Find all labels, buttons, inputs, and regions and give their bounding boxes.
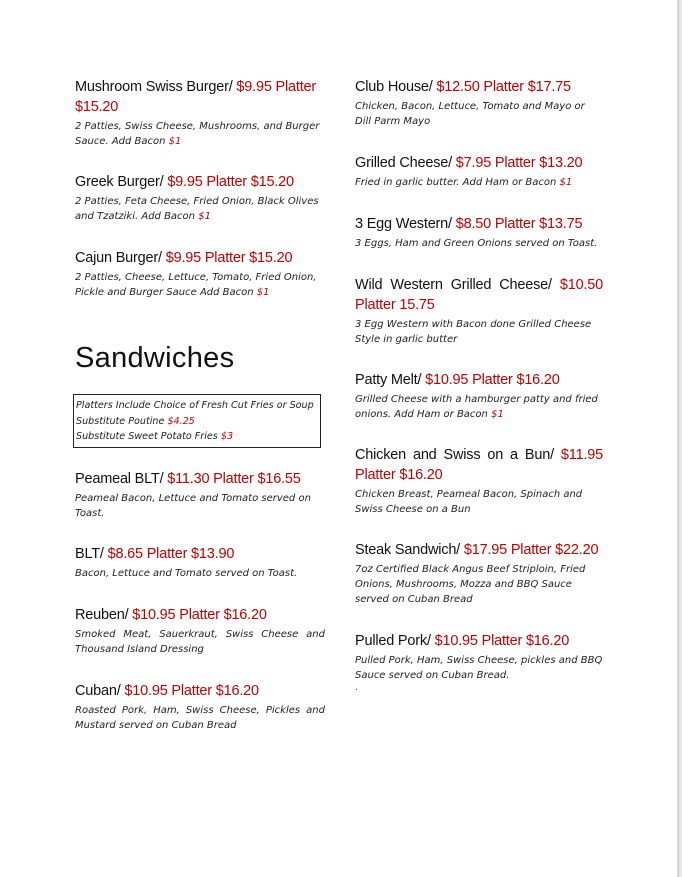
item-price: $10.50 Platter 15.75 xyxy=(355,277,603,313)
item-title xyxy=(355,445,603,485)
platter-note-box xyxy=(73,394,321,448)
item-name: Cuban/ xyxy=(75,683,121,699)
item-title xyxy=(75,172,325,192)
item-name: 3 Egg Western/ xyxy=(355,216,452,232)
item-description: Chicken, Bacon, Lettuce, Tomato and Mayo or Dill Parm Mayo xyxy=(355,101,585,127)
note-text: Substitute Poutine xyxy=(76,415,168,427)
description-text: Fried in garlic butter. Add Ham or Bacon xyxy=(355,177,560,188)
menu-item-blt xyxy=(75,544,325,581)
item-price: $11.95 Platter $16.20 xyxy=(355,447,603,483)
platter-note-line xyxy=(76,414,320,430)
item-name: BLT/ xyxy=(75,546,104,562)
note-price: $3 xyxy=(220,431,234,442)
item-description xyxy=(75,194,325,224)
item-title xyxy=(355,77,603,97)
add-price: $1 xyxy=(198,211,211,222)
item-name: Reuben/ xyxy=(75,607,129,623)
item-title xyxy=(75,248,325,268)
item-title xyxy=(75,469,325,489)
item-price: $11.30 Platter $16.55 xyxy=(167,471,301,487)
item-description xyxy=(75,119,325,149)
menu-item-cajun-burger xyxy=(75,248,325,300)
item-description: Chicken Breast, Peameal Bacon, Spinach and Swiss Cheese on a Bun xyxy=(355,489,583,515)
item-description: Roasted Pork, Ham, Swiss Cheese, Pickles and Mustard served on Cuban Bread xyxy=(75,705,325,731)
item-description: Peameal Bacon, Lettuce and Tomato served on Toast. xyxy=(75,493,311,519)
platter-note-line: Platters Include Choice of Fresh Cut Fries or Soup xyxy=(76,400,314,411)
item-title xyxy=(355,370,603,390)
menu-item-steak-sandwich xyxy=(355,540,603,607)
item-price: $8.50 Platter $13.75 xyxy=(455,216,583,232)
item-price: $9.95 Platter $15.20 xyxy=(75,79,317,115)
section-heading: Sandwiches xyxy=(75,342,235,374)
add-price: $1 xyxy=(168,136,182,147)
item-price: $10.95 Platter $16.20 xyxy=(434,633,570,649)
item-name: Peameal BLT/ xyxy=(75,471,164,487)
item-description: Smoked Meat, Sauerkraut, Swiss Cheese and Thousand Island Dressing xyxy=(75,629,325,655)
item-description: 3 Eggs, Ham and Green Onions served on Toast. xyxy=(355,238,598,249)
description-text: 2 Patties, Feta Cheese, Fried Onion, Black Olives and Tzatziki. Add Bacon xyxy=(75,196,319,222)
item-name: Mushroom Swiss Burger/ xyxy=(75,79,233,95)
page-edge-shadow xyxy=(677,0,682,877)
add-price: $1 xyxy=(256,287,270,298)
item-price: $17.95 Platter $22.20 xyxy=(463,542,599,558)
description-text: 2 Patties, Swiss Cheese, Mushrooms, and Burger Sauce. Add Bacon xyxy=(75,121,320,147)
item-price: $10.95 Platter $16.20 xyxy=(425,372,560,388)
item-description: 3 Egg Western with Bacon done Grilled Cheese Style in garlic butter xyxy=(355,319,592,345)
item-description: Pulled Pork, Ham, Swiss Cheese, pickles and BBQ Sauce served on Cuban Bread. xyxy=(355,655,603,681)
menu-item-greek-burger xyxy=(75,172,325,224)
item-price: $9.95 Platter $15.20 xyxy=(165,250,293,266)
item-name: Greek Burger/ xyxy=(75,174,164,190)
item-description xyxy=(75,270,325,300)
item-price: $12.50 Platter $17.75 xyxy=(436,79,571,95)
item-price: $8.65 Platter $13.90 xyxy=(107,546,235,562)
item-title xyxy=(355,214,603,234)
menu-item-cuban xyxy=(75,681,325,733)
menu-item-peameal-blt xyxy=(75,469,325,521)
item-title xyxy=(355,153,603,173)
item-title xyxy=(75,681,325,701)
item-name: Chicken and Swiss on a Bun/ xyxy=(355,447,554,463)
item-title xyxy=(355,540,603,560)
note-text: Substitute Sweet Potato Fries xyxy=(76,431,221,442)
add-price: $1 xyxy=(491,409,504,420)
item-description xyxy=(355,175,603,190)
item-title xyxy=(355,631,603,651)
item-name: Patty Melt/ xyxy=(355,372,422,388)
menu-item-mushroom-swiss-burger xyxy=(75,77,325,149)
menu-item-reuben xyxy=(75,605,325,657)
menu-item-3-egg-western xyxy=(355,214,603,251)
trailing-mark: . xyxy=(355,682,358,693)
item-description xyxy=(355,392,603,422)
item-price: $10.95 Platter $16.20 xyxy=(132,607,267,623)
item-name: Grilled Cheese/ xyxy=(355,155,452,171)
menu-item-wild-western-grilled-cheese xyxy=(355,275,603,347)
item-title xyxy=(75,544,325,564)
item-price: $9.95 Platter $15.20 xyxy=(167,174,294,190)
item-price: $10.95 Platter $16.20 xyxy=(124,683,259,699)
item-description: 7oz Certified Black Angus Beef Striploin, Fried Onions, Mushrooms, Mozza and BBQ Sauce served on Cuban Bread xyxy=(355,564,586,605)
item-name: Steak Sandwich/ xyxy=(355,542,461,558)
menu-item-club-house xyxy=(355,77,603,129)
menu-item-pulled-pork xyxy=(355,631,603,683)
item-name: Cajun Burger/ xyxy=(75,250,162,266)
menu-item-grilled-cheese xyxy=(355,153,603,190)
item-title xyxy=(355,275,603,315)
menu-item-patty-melt xyxy=(355,370,603,422)
description-text: 2 Patties, Cheese, Lettuce, Tomato, Fried Onion, Pickle and Burger Sauce Add Bacon xyxy=(75,272,317,298)
note-price: $4.25 xyxy=(167,415,195,427)
item-name: Wild Western Grilled Cheese/ xyxy=(355,277,552,293)
platter-note-line xyxy=(76,429,320,445)
item-price: $7.95 Platter $13.20 xyxy=(455,155,583,171)
item-name: Pulled Pork/ xyxy=(355,633,431,649)
item-title xyxy=(75,77,325,117)
menu-item-chicken-and-swiss xyxy=(355,445,603,517)
item-title xyxy=(75,605,325,625)
description-text: Grilled Cheese with a hamburger patty and fried onions. Add Ham or Bacon xyxy=(355,394,598,420)
item-name: Club House/ xyxy=(355,79,433,95)
add-price: $1 xyxy=(559,177,573,188)
item-description: Bacon, Lettuce and Tomato served on Toast. xyxy=(75,568,298,579)
